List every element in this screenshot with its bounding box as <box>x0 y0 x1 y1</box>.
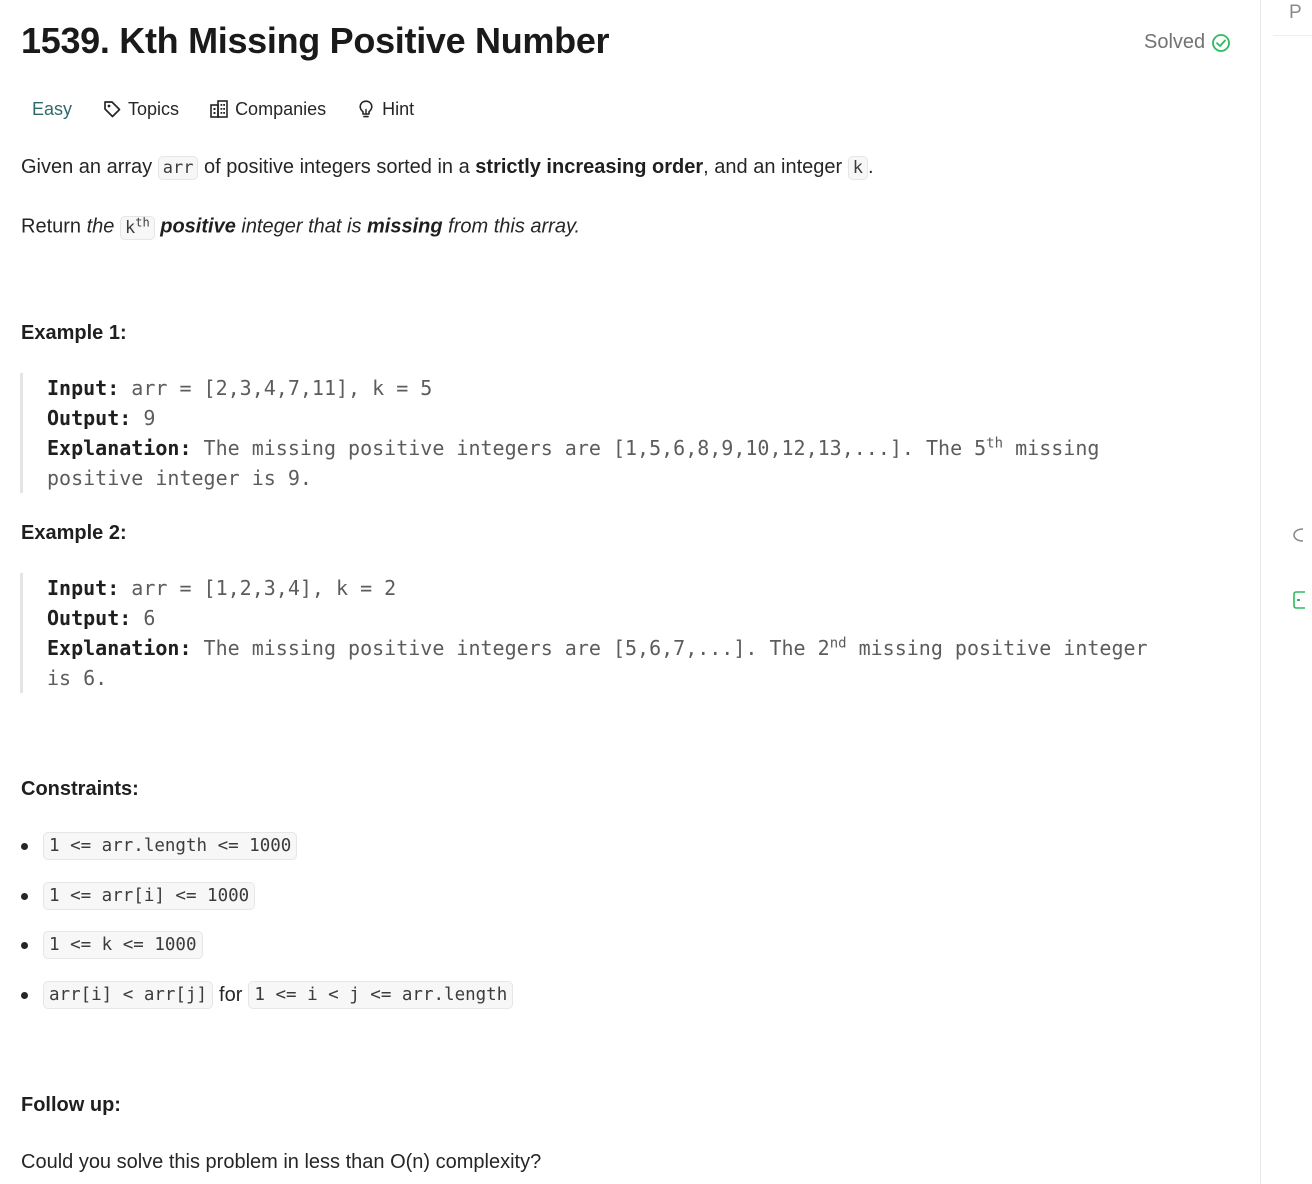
text: Given an array <box>21 156 158 178</box>
inline-code-arr: arr <box>158 156 199 180</box>
bold-italic-text: positive <box>160 215 236 238</box>
value: 9 <box>143 406 156 430</box>
italic-text: from this array. <box>442 215 581 238</box>
inline-code-k: k <box>848 156 868 180</box>
constraints-heading: Constraints: <box>21 778 139 800</box>
constraint-item <box>21 832 513 882</box>
text: of positive integers sorted in a <box>198 156 476 178</box>
inline-code-kth <box>120 216 155 240</box>
partial-icon[interactable] <box>1291 526 1305 544</box>
italic-text: the <box>86 215 115 238</box>
superscript: th <box>986 435 1004 452</box>
constraint-code: 1 <= k <= 1000 <box>43 931 203 959</box>
description-paragraph-2 <box>21 208 580 242</box>
constraint-item <box>21 981 513 1031</box>
example-1-output <box>47 403 1227 433</box>
hint-label: Hint <box>382 98 415 119</box>
constraint-code: arr[i] < arr[j] <box>43 981 213 1009</box>
label: Explanation: <box>47 636 192 660</box>
companies-button[interactable] <box>209 99 326 120</box>
example-2-input <box>47 573 1227 603</box>
lightbulb-icon <box>356 99 376 119</box>
example-1-block <box>20 373 1227 493</box>
follow-up-heading: Follow up: <box>21 1094 121 1116</box>
description-paragraph-1 <box>21 153 874 182</box>
example-2-explanation-line2: is 6. <box>47 666 108 690</box>
example-1-heading: Example 1: <box>21 322 127 344</box>
bold-text: strictly increasing order <box>475 156 704 178</box>
example-1-explanation <box>47 433 1227 463</box>
example-1-input <box>47 373 1227 403</box>
partial-note-icon[interactable] <box>1291 590 1305 610</box>
hint-button[interactable] <box>356 99 414 120</box>
superscript: th <box>135 215 150 229</box>
example-2-explanation <box>47 633 1227 663</box>
difficulty-badge: Easy <box>32 98 73 119</box>
label: Explanation: <box>47 436 192 460</box>
example-2-block <box>20 573 1227 693</box>
label: Output: <box>47 606 132 630</box>
problem-tags <box>32 96 444 122</box>
superscript: nd <box>829 635 847 652</box>
companies-label: Companies <box>235 98 327 119</box>
building-icon <box>209 99 229 119</box>
problem-title[interactable]: 1539. Kth Missing Positive Number <box>21 20 610 61</box>
value: The missing positive integers are [5,6,7,...]. The 2 <box>203 636 830 660</box>
bold-italic-text: missing <box>367 215 443 238</box>
value: missing positive integer <box>846 636 1148 660</box>
topics-label: Topics <box>128 98 180 119</box>
constraint-code: 1 <= arr[i] <= 1000 <box>43 882 255 910</box>
constraint-code: 1 <= arr.length <= 1000 <box>43 832 297 860</box>
value: arr = [1,2,3,4], k = 2 <box>131 576 397 600</box>
side-panel-letter: P <box>1289 2 1302 23</box>
label: Input: <box>47 376 120 400</box>
constraint-code: 1 <= i < j <= arr.length <box>248 981 513 1009</box>
constraint-item <box>21 931 513 981</box>
divider <box>1273 35 1312 36</box>
check-circle-icon <box>1211 33 1231 53</box>
follow-up-text: Could you solve this problem in less than O(n) complexity? <box>21 1151 542 1173</box>
label: Output: <box>47 406 132 430</box>
example-2-heading: Example 2: <box>21 522 127 544</box>
topics-button[interactable] <box>102 99 179 120</box>
label: Input: <box>47 576 120 600</box>
value: missing <box>1003 436 1100 460</box>
text: . <box>867 156 874 178</box>
tag-icon <box>102 99 122 119</box>
constraints-list <box>21 832 513 1030</box>
text: for <box>219 983 243 1006</box>
example-2-output <box>47 603 1227 633</box>
side-panel-edge[interactable] <box>1260 0 1312 1184</box>
example-1-explanation-line2: positive integer is 9. <box>47 466 312 490</box>
value: The missing positive integers are [1,5,6,8,9,10,12,13,...]. The 5 <box>203 436 987 460</box>
constraint-item <box>21 882 513 932</box>
solved-label: Solved <box>1144 31 1206 53</box>
value: 6 <box>143 606 156 630</box>
italic-text: integer that is <box>235 215 367 238</box>
solved-status <box>1144 31 1231 54</box>
code-text: k <box>124 217 136 238</box>
text: , and an integer <box>703 156 848 178</box>
value: arr = [2,3,4,7,11], k = 5 <box>131 376 433 400</box>
text: Return <box>21 215 87 238</box>
